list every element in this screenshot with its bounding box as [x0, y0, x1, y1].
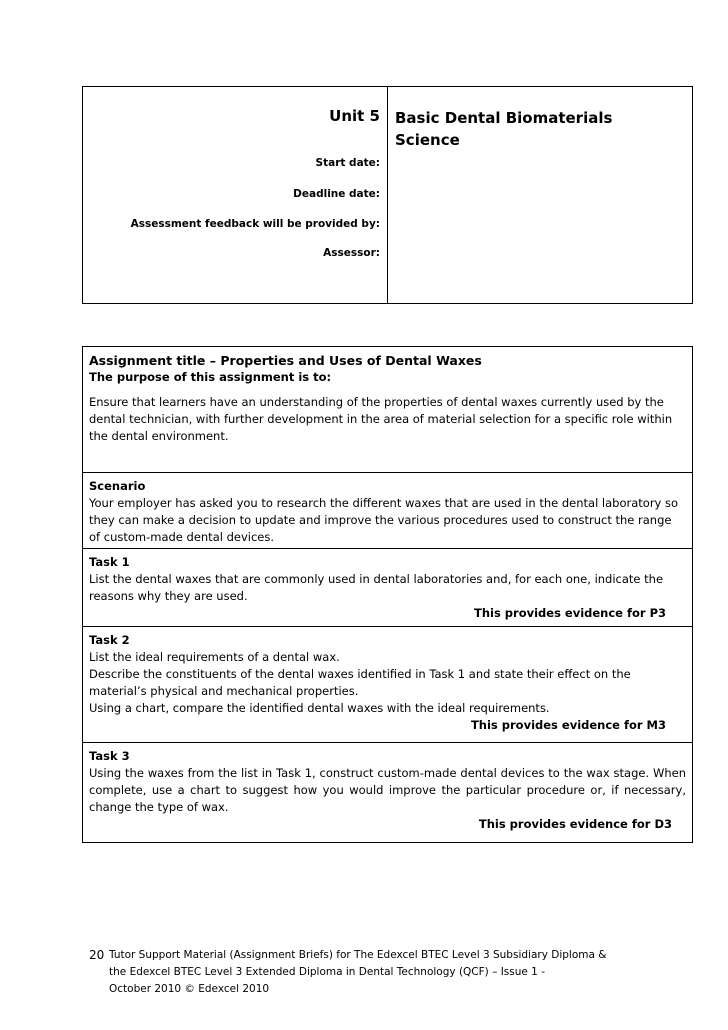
task-1-section: [83, 549, 692, 627]
start-date-label: Start date:: [315, 157, 380, 169]
unit-label: Unit 5: [329, 107, 380, 125]
scenario-section: [83, 473, 692, 549]
task-1-heading: Task 1: [89, 555, 130, 569]
feedback-label: Assessment feedback will be provided by:: [130, 218, 380, 230]
task-3-section: [83, 743, 692, 843]
scenario-text: Your employer has asked you to research the different waxes that are used in the dental laboratory so they can make a decision to update and improve the various procedures used to construct the range of custom-made dental devices.: [89, 496, 679, 544]
task-2-section: [83, 627, 692, 743]
task-2-line-2: Describe the constituents of the dental waxes identified in Task 1 and state their effect on the material’s physical and mechanical properties.: [89, 667, 631, 698]
task-3-text: Using the waxes from the list in Task 1, construct custom-made dental devices to the wax stage. When complete, use a chart to suggest how you would improve the particular procedure or, if necessary, change the type of wax.: [89, 766, 686, 814]
deadline-date-label: Deadline date:: [293, 188, 380, 200]
unit-header-box: [82, 86, 693, 304]
task-2-line-1: List the ideal requirements of a dental wax.: [89, 650, 340, 664]
assignment-title: Assignment title – Properties and Uses of Dental Waxes: [89, 353, 482, 368]
unit-title: Basic Dental Biomaterials Science: [395, 109, 613, 149]
task-1-text: List the dental waxes that are commonly used in dental laboratories and, for each one, indicate the reasons why they are used.: [89, 572, 664, 603]
assignment-section: [83, 347, 692, 473]
purpose-text: Ensure that learners have an understanding of the properties of dental waxes currently used by the dental technician, with further development in the area of material selection for a specific role within the dental environment.: [89, 395, 673, 443]
task-2-line-3: Using a chart, compare the identified dental waxes with the ideal requirements.: [89, 701, 550, 715]
scenario-heading: Scenario: [89, 479, 146, 493]
purpose-heading: The purpose of this assignment is to:: [89, 370, 332, 384]
task-2-evidence: This provides evidence for M3: [470, 718, 666, 732]
page-number: 20: [89, 948, 105, 962]
footer-line-2: the Edexcel BTEC Level 3 Extended Diploma in Dental Technology (QCF) – Issue 1 -: [109, 966, 545, 978]
footer-line-3: October 2010 © Edexcel 2010: [109, 983, 270, 995]
task-2-heading: Task 2: [89, 633, 130, 647]
footer-line-1: Tutor Support Material (Assignment Briefs) for The Edexcel BTEC Level 3 Subsidiary Diploma &: [109, 949, 607, 961]
task-3-evidence: This provides evidence for D3: [478, 817, 672, 831]
header-divider: [387, 87, 388, 303]
assignment-box: [82, 346, 693, 843]
task-1-evidence: This provides evidence for P3: [473, 606, 666, 620]
page-footer: [89, 947, 606, 998]
assessor-label: Assessor:: [323, 247, 380, 259]
task-3-heading: Task 3: [89, 749, 130, 763]
